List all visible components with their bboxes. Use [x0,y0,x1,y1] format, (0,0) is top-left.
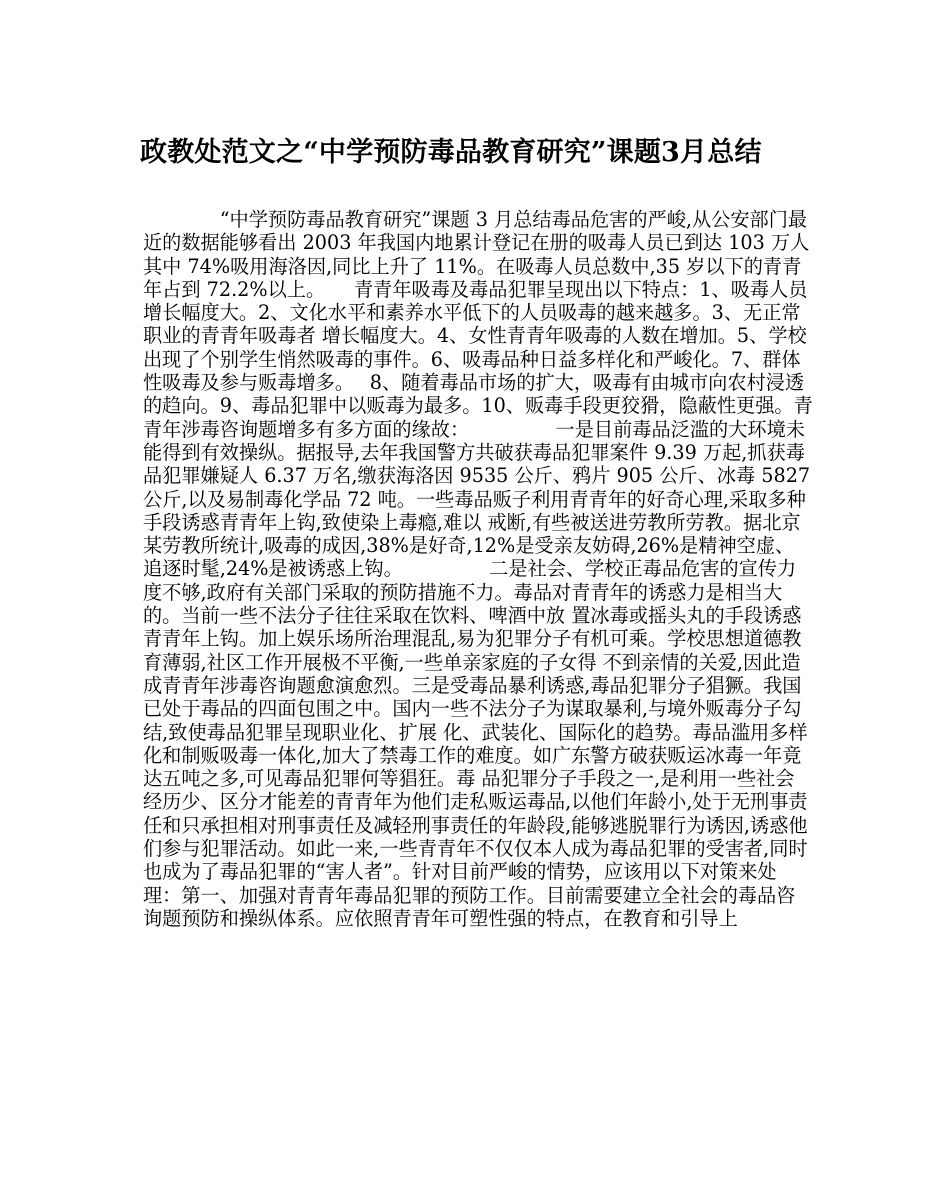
document-title: 政教处范文之“中学预防毒品教育研究”课题3月总结 [140,137,762,168]
document-body-text: “中学预防毒品教育研究”课题 3 月总结毒品危害的严峻,从公安部门最近的数据能够看出 2003 年我国内地累计登记在册的吸毒人员已到达 103 万人 其中 74%吸用海洛因,同比上升了 11%。在吸毒人员总数中,35 岁以下的青青年占到 72.2%以上。 青青年吸毒及毒品犯罪呈现出以下特点：1、吸毒人员增长幅度大。2、文化水平和素养水平低下的人员吸毒的越来越多。3、无正常职业的青青年吸毒者 增长幅度大。4、女性青青年吸毒的人数在增加。5、学校出现了个别学生悄然吸毒的事件。6、吸毒品种日益多样化和严峻化。7、群体性吸毒及参与贩毒增多。 8、随着毒品市场的扩大，吸毒有由城市向农村浸透的趋向。9、毒品犯罪中以贩毒为最多。10、贩毒手段更狡猾，隐蔽性更强。青青年涉毒咨询题增多有多方面的缘故： 一是目前毒品泛滥的大环境未能得到有效操纵。据报导,去年我国警方共破获毒品犯罪案件 9.39 万起,抓获毒品犯罪嫌疑人 6.37 万名,缴获海洛因 9535 公斤、鸦片 905 公斤、冰毒 5827 公斤,以及易制毒化学品 72 吨。一些毒品贩子利用青青年的好奇心理,采取多种手段诱惑青青年上钩,致使染上毒瘾,难以 戒断,有些被送进劳教所劳教。据北京某劳教所统计,吸毒的成因,38%是好奇,12%是受亲友妨碍,26%是精神空虚、追逐时髦,24%是被诱惑上钩。 二是社会、学校正毒品危害的宣传力度不够,政府有关部门采取的预防措施不力。毒品对青青年的诱惑力是相当大的。当前一些不法分子往往采取在饮料、啤酒中放 置冰毒或摇头丸的手段诱惑青青年上钩。加上娱乐场所治理混乱,易为犯罪分子有机可乘。学校思想道德教育薄弱,社区工作开展极不平衡,一些单亲家庭的子女得 不到亲情的关爱,因此造成青青年涉毒咨询题愈演愈烈。三是受毒品暴利诱惑,毒品犯罪分子猖獗。我国已处于毒品的四面包围之中。国内一些不法分子为谋取暴利,与境外贩毒分子勾结,致使毒品犯罪呈现职业化、扩展 化、武装化、国际化的趋势。毒品滥用多样化和制贩吸毒一体化,加大了禁毒工作的难度。如广东警方破获贩运冰毒一年竟达五吨之多,可见毒品犯罪何等猖狂。毒 品犯罪分子手段之一,是利用一些社会经历少、区分才能差的青青年为他们走私贩运毒品,以他们年龄小,处于无刑事责任和只承担相对刑事责任及减轻刑事责任的年龄段,能够逃脱罪行为诱因,诱惑他们参与犯罪活动。如此一来,一些青青年不仅仅本人成为毒品犯罪的受害者,同时也成为了毒品犯罪的“害人者”。针对目前严峻的情势，应该用以下对策来处理：第一、加强对青青年毒品犯罪的预防工作。目前需要建立全社会的毒品咨询题预防和操纵体系。应依照青青年可塑性强的特点，在教育和引导上 [143,208,817,930]
